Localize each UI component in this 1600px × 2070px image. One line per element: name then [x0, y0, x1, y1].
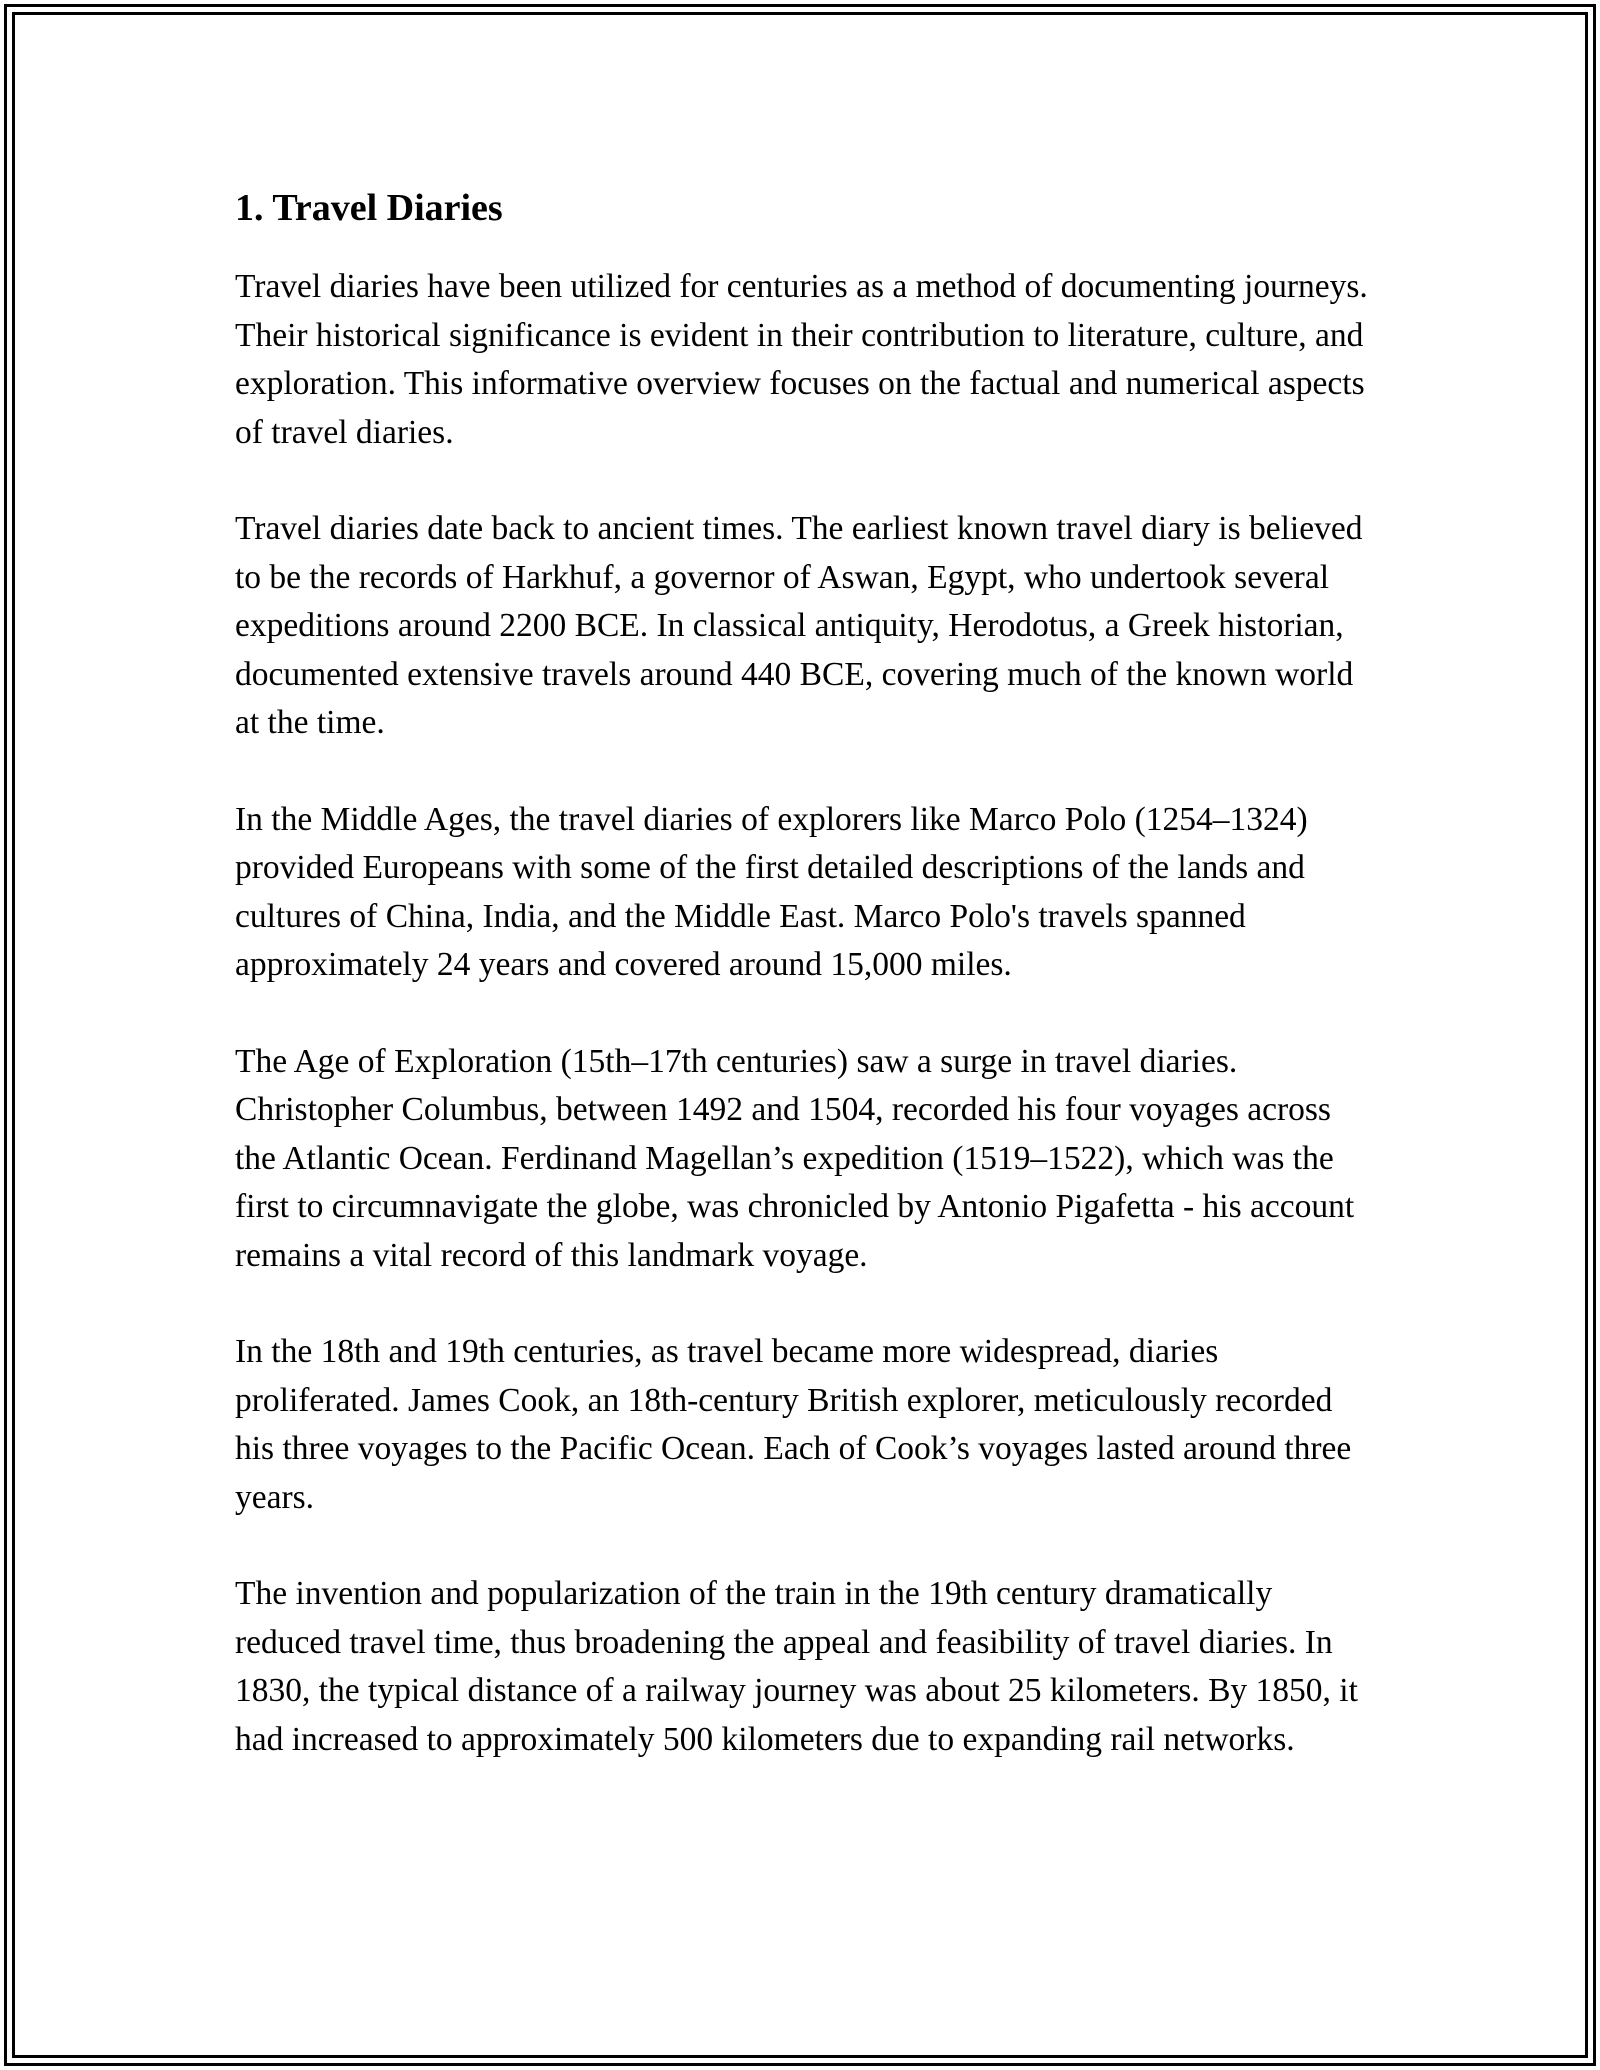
- paragraph-middle-ages: In the Middle Ages, the travel diaries of explorers like Marco Polo (1254–1324) provided Europeans with some of the first detailed descriptions of the lands and cultures of China, India, and the Middle East. Marco Polo's travels spanned approximately 24 years and covered around 15,000 miles.: [235, 800, 1308, 983]
- section-heading: 1. Travel Diaries: [235, 187, 503, 229]
- paragraph-ancient-times: Travel diaries date back to ancient times. The earliest known travel diary is believed to be the records of Harkhuf, a governor of Aswan, Egypt, who undertook several expeditions around 2200 BCE. In classical antiquity, Herodotus, a Greek historian, documented extensive travels around 440 BCE, covering much of the known world at the time.: [235, 510, 1363, 741]
- paragraph-age-of-exploration: The Age of Exploration (15th–17th centuries) saw a surge in travel diaries. Christopher Columbus, between 1492 and 1504, recorded his four voyages across the Atlantic Ocean. Ferdinand Magellan’s expedition (1519–1522), which was the first to circumnavigate the globe, was chronicled by Antonio Pigafetta - his account remains a vital record of this landmark voyage.: [235, 1042, 1355, 1274]
- paragraph-18th-19th-centuries: In the 18th and 19th centuries, as travel became more widespread, diaries proliferated. James Cook, an 18th-century British explorer, meticulously recorded his three voyages to the Pacific Ocean. Each of Cook’s voyages lasted around three years.: [235, 1333, 1352, 1516]
- document-body: [235, 185, 1375, 1812]
- paragraph-intro: Travel diaries have been utilized for centuries as a method of documenting journeys. Their historical significance is evident in their contribution to literature, culture, and exploration. This informative overview focuses on the factual and numerical aspects of travel diaries.: [235, 268, 1368, 451]
- paragraph-railway-era: The invention and popularization of the train in the 19th century dramatically reduced travel time, thus broadening the appeal and feasibility of travel diaries. In 1830, the typical distance of a railway journey was about 25 kilometers. By 1850, it had increased to approximately 500 kilometers due to expanding rail networks.: [235, 1575, 1358, 1758]
